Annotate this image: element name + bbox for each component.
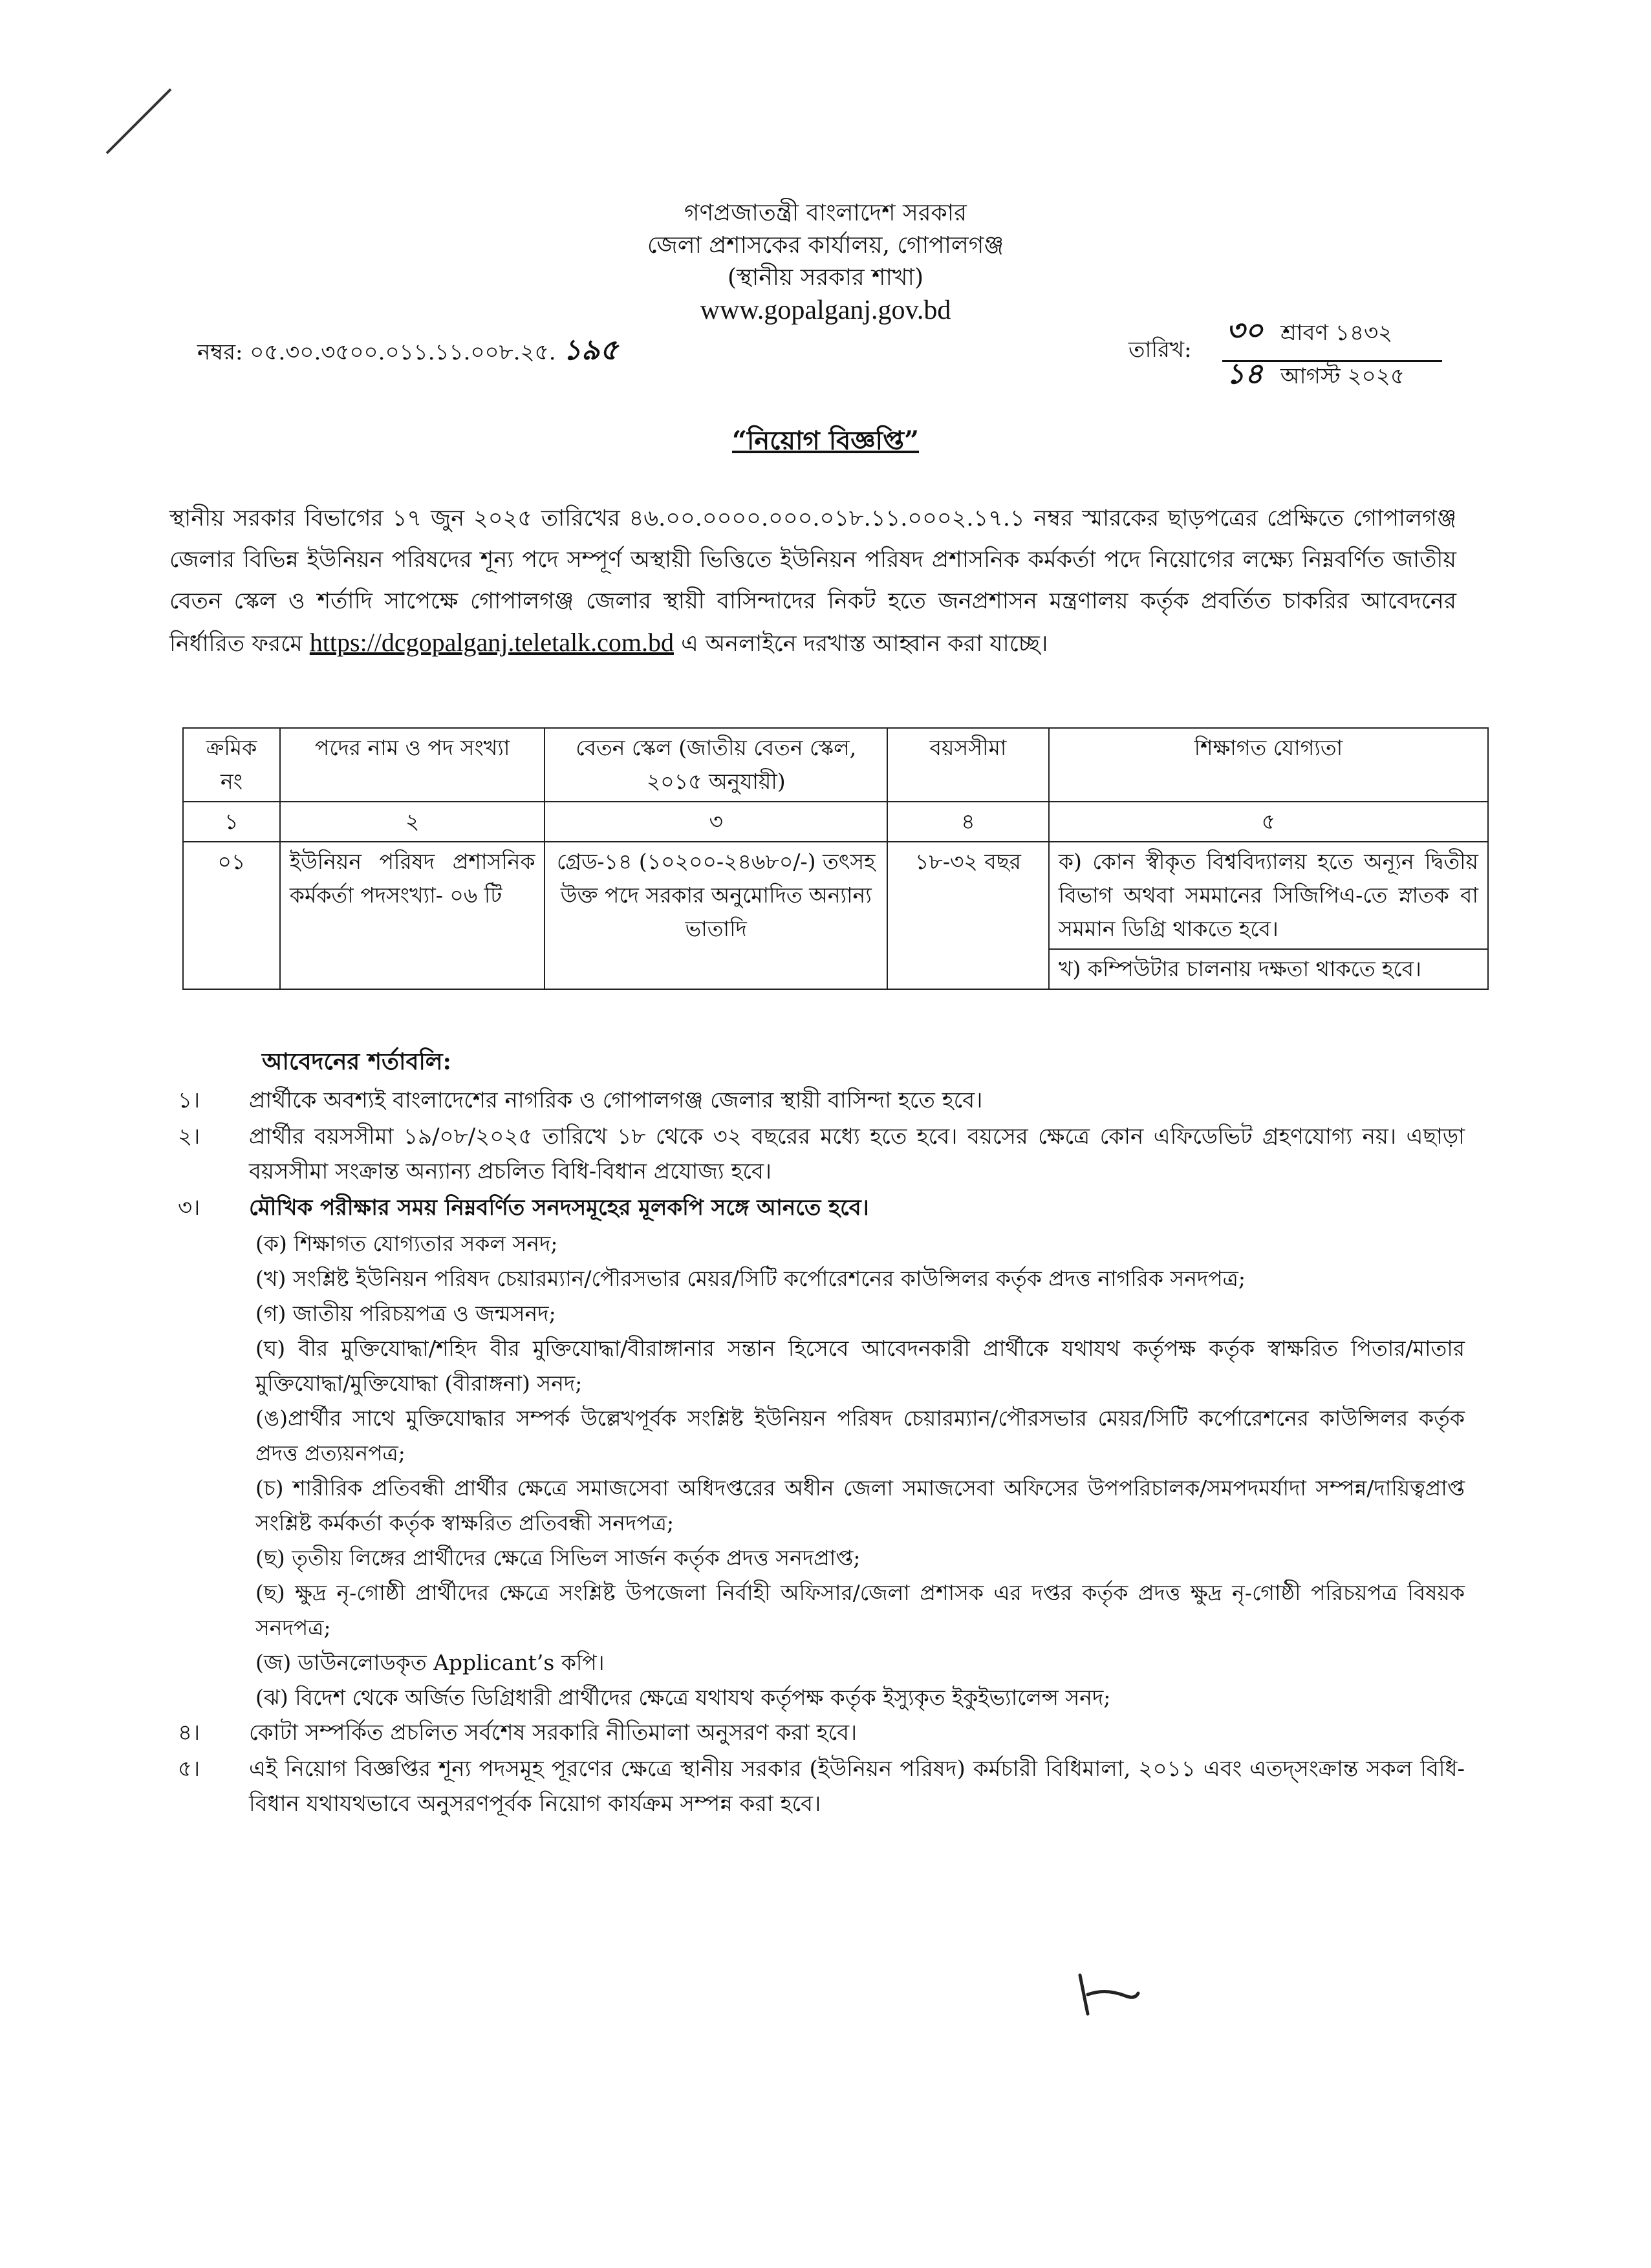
cell-qualification — [1049, 842, 1488, 989]
table-colnum-row — [183, 802, 1488, 842]
header-qualification: শিক্ষাগত যোগ্যতা — [1049, 728, 1488, 802]
condition-1-text: প্রার্থীকে অবশ্যই বাংলাদেশের নাগরিক ও গোপালগঞ্জ জেলার স্থায়ী বাসিন্দা হতে হবে। — [249, 1087, 983, 1113]
condition-2 — [178, 1119, 1465, 1189]
colnum-2: ২ — [280, 802, 545, 842]
cell-scale: গ্রেড-১৪ (১০২০০-২৪৬৮০/-) তৎসহ উক্ত পদে সরকার অনুমোদিত অন্যান্য ভাতাদি — [545, 842, 887, 989]
list-item: (খ) সংশ্লিষ্ট ইউনিয়ন পরিষদ চেয়ারম্যান/পৌরসভার মেয়র/সিটি কর্পোরেশনের কাউন্সিলর কর্তৃক প্রদত্ত নাগরিক সনদপত্র; — [255, 1266, 1246, 1291]
job-table — [182, 727, 1489, 990]
application-url-link[interactable]: https://dcgopalganj.teletalk.com.bd — [309, 628, 674, 657]
colnum-1: ১ — [183, 802, 280, 842]
letterhead — [0, 197, 1651, 326]
date-english-month: আগস্ট ২০২৫ — [1280, 363, 1405, 389]
document-list — [178, 1226, 1465, 1715]
office-name: জেলা প্রশাসকের কার্যালয়, গোপালগঞ্জ — [647, 232, 1004, 259]
colnum-3: ৩ — [545, 802, 887, 842]
govt-name: গণপ্রজাতন্ত্রী বাংলাদেশ সরকার — [684, 200, 967, 226]
conditions-title: আবেদনের শর্তাবলি: — [262, 1048, 451, 1075]
table-row — [183, 842, 1488, 989]
conditions-list — [178, 1083, 1465, 1823]
header-serial: ক্রমিক নং — [183, 728, 280, 802]
qualification-b: খ) কম্পিউটার চালনায় দক্ষতা থাকতে হবে। — [1058, 956, 1421, 981]
website[interactable]: www.gopalganj.gov.bd — [700, 295, 951, 325]
condition-4-number: ৪। — [178, 1720, 200, 1746]
list-item: (ঙ)প্রার্থীর সাথে মুক্তিযোদ্ধার সম্পর্ক উল্লেখপূর্বক সংশ্লিষ্ট ইউনিয়ন পরিষদ চেয়ারম্যান/পৌরসভার মেয়র/সিটি কর্পোরেশনের কাউন্সিলর কর্তৃক প্রদত্ত প্রত্যয়নপত্র; — [255, 1406, 1465, 1466]
condition-3 — [178, 1190, 1465, 1225]
condition-3-number: ৩। — [178, 1195, 200, 1221]
list-item: (গ) জাতীয় পরিচয়পত্র ও জন্মসনদ; — [255, 1301, 556, 1326]
colnum-4: ৪ — [887, 802, 1049, 842]
date-label: তারিখ: — [1128, 337, 1192, 363]
signature-initial — [1074, 1969, 1145, 2020]
list-item: (চ) শারীরিক প্রতিবন্ধী প্রার্থীর ক্ষেত্রে সমাজসেবা অধিদপ্তরের অধীন জেলা সমাজসেবা অফিসের উপপরিচালক/সমপদমর্যাদা সম্পন্ন/দায়িত্বপ্রাপ্ত সংশ্লিষ্ট কর্মকর্তা কর্তৃক স্বাক্ষরিত প্রতিবন্ধী সনদপত্র; — [255, 1475, 1465, 1535]
header-age: বয়সসীমা — [887, 728, 1049, 802]
condition-1 — [178, 1083, 1465, 1118]
condition-4 — [178, 1715, 1465, 1750]
date-bangla-month: শ্রাবণ ১৪৩২ — [1280, 320, 1393, 346]
branch-name: (স্থানীয় সরকার শাখা) — [727, 264, 924, 291]
table-header-row — [183, 728, 1488, 802]
colnum-5: ৫ — [1049, 802, 1488, 842]
intro-text-before: স্থানীয় সরকার বিভাগের ১৭ জুন ২০২৫ তারিখের ৪৬.০০.০০০০.০০০.০১৮.১১.০০০২.১৭.১ নম্বর স্মারকের ছাড়পত্রের প্রেক্ষিতে গোপালগঞ্জ জেলার বিভিন্ন ইউনিয়ন পরিষদের শূন্য পদে সম্পূর্ণ অস্থায়ী ভিত্তিতে ইউনিয়ন পরিষদ প্রশাসনিক কর্মকর্তা পদে নিয়োগের লক্ষ্যে নিম্নবর্ণিত জাতীয় বেতন স্কেল ও শর্তাদি সাপেক্ষে গোপালগঞ্জ জেলার স্থায়ী বাসিন্দাদের নিকট হতে জনপ্রশাসন মন্ত্রণালয় কর্তৃক প্রবর্তিত চাকরির আবেদনের নির্ধারিত ফরমে — [169, 506, 1456, 657]
condition-5 — [178, 1751, 1465, 1821]
list-item: (ঘ) বীর মুক্তিযোদ্ধা/শহিদ বীর মুক্তিযোদ্ধা/বীরাঙ্গানার সন্তান হিসেবে আবেদনকারী প্রার্থীকে যথাযথ কর্তৃপক্ষ কর্তৃক স্বাক্ষরিত পিতার/মাতার মুক্তিযোদ্ধা/মুক্তিযোদ্ধা (বীরাঙ্গনা) সনদ; — [255, 1336, 1465, 1396]
condition-2-text: প্রার্থীর বয়সসীমা ১৯/০৮/২০২৫ তারিখে ১৮ থেকে ৩২ বছরের মধ্যে হতে হবে। বয়সের ক্ষেত্রে কোন এফিডেভিট গ্রহণযোগ্য নয়। এছাড়া বয়সসীমা সংক্রান্ত অন্যান্য প্রচলিত বিধি-বিধান প্রযোজ্য হবে। — [249, 1124, 1465, 1184]
condition-5-number: ৫। — [178, 1756, 200, 1782]
condition-5-text: এই নিয়োগ বিজ্ঞপ্তির শূন্য পদসমূহ পূরণের ক্ষেত্রে স্থানীয় সরকার (ইউনিয়ন পরিষদ) কর্মচারী বিধিমালা, ২০১১ এবং এতদ্সংক্রান্ত সকল বিধি-বিধান যথাযথভাবে অনুসরণপূর্বক নিয়োগ কার্যক্রম সম্পন্ন করা হবে। — [249, 1756, 1465, 1817]
qualification-a: ক) কোন স্বীকৃত বিশ্ববিদ্যালয় হতে অন্যূন দ্বিতীয় বিভাগ অথবা সমমানের সিজিপিএ-তে স্নাতক বা সমমান ডিগ্রি থাকতে হবে। — [1050, 842, 1487, 950]
page-title: “নিয়োগ বিজ্ঞপ্তি” — [731, 425, 920, 456]
intro-text-after: এ অনলাইনে দরখাস্ত আহ্বান করা যাচ্ছে। — [681, 631, 1048, 657]
condition-1-number: ১। — [178, 1087, 200, 1113]
list-item: (ছ) তৃতীয় লিঙ্গের প্রার্থীদের ক্ষেত্রে সিভিল সার্জন কর্তৃক প্রদত্ত সনদপ্রাপ্ত; — [255, 1545, 861, 1570]
cell-age: ১৮-৩২ বছর — [887, 842, 1049, 989]
memo-number-label: নম্বর: ০৫.৩০.৩৫০০.০১১.১১.০০৮.২৫. — [197, 339, 556, 365]
memo-number — [197, 328, 618, 376]
cell-serial: ০১ — [183, 842, 280, 989]
condition-2-number: ২। — [178, 1124, 200, 1150]
header-post: পদের নাম ও পদ সংখ্যা — [280, 728, 545, 802]
pen-tick-mark — [106, 89, 172, 155]
list-item: (জ) ডাউনলোডকৃত Applicant’s কপি। — [255, 1650, 605, 1675]
date-day2-handwritten: ১৪ — [1226, 358, 1264, 390]
memo-number-handwritten: ১৯৫ — [563, 334, 618, 367]
condition-4-text: কোটা সম্পর্কিত প্রচলিত সর্বশেষ সরকারি নীতিমালা অনুসরণ করা হবে। — [249, 1720, 858, 1746]
cell-post: ইউনিয়ন পরিষদ প্রশাসনিক কর্মকর্তা পদসংখ্যা- ০৬ টি — [280, 842, 545, 989]
list-item: (ছ) ক্ষুদ্র নৃ-গোষ্ঠী প্রার্থীদের ক্ষেত্রে সংশ্লিষ্ট উপজেলা নির্বাহী অফিসার/জেলা প্রশাসক এর দপ্তর কর্তৃক প্রদত্ত ক্ষুদ্র নৃ-গোষ্ঠী পরিচয়পত্র বিষয়ক সনদপত্র; — [255, 1580, 1465, 1640]
intro-paragraph — [169, 498, 1456, 665]
header-scale: বেতন স্কেল (জাতীয় বেতন স্কেল, ২০১৫ অনুযায়ী) — [545, 728, 887, 802]
condition-3-text: মৌখিক পরীক্ষার সময় নিম্নবর্ণিত সনদসমূহের মূলকপি সঙ্গে আনতে হবে। — [249, 1195, 869, 1221]
date-english — [1222, 352, 1405, 400]
list-item: (ক) শিক্ষাগত যোগ্যতার সকল সনদ; — [255, 1231, 558, 1256]
list-item: (ঝ) বিদেশ থেকে অর্জিত ডিগ্রিধারী প্রার্থীদের ক্ষেত্রে যথাযথ কর্তৃপক্ষ কর্তৃক ইস্যুকৃত ইকুইভ্যালেন্স সনদ; — [255, 1685, 1111, 1710]
date-day-handwritten: ৩০ — [1226, 314, 1264, 347]
